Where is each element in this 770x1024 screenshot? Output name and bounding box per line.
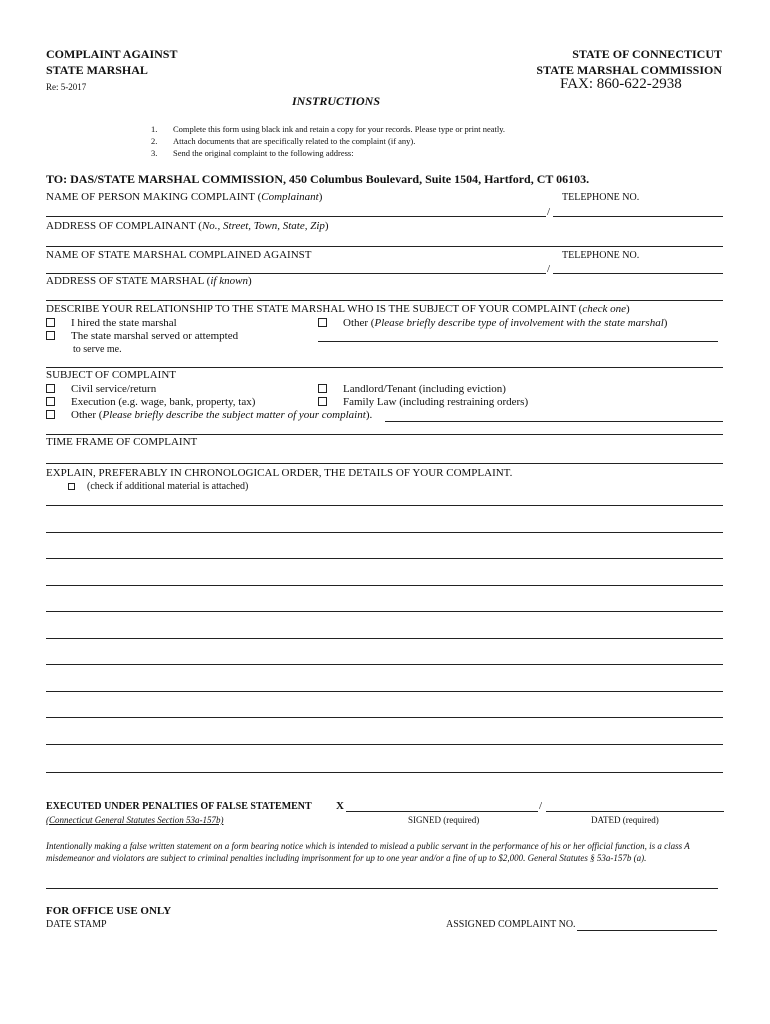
explain-line[interactable]: [46, 717, 723, 718]
checkbox[interactable]: [46, 397, 55, 406]
form-title-line1: COMPLAINT AGAINST: [46, 47, 178, 61]
signature-field[interactable]: [346, 811, 538, 812]
additional-material-option[interactable]: (check if additional material is attached): [68, 481, 248, 492]
instruction-item: 3. Send the original complaint to the following address:: [151, 148, 354, 158]
complainant-name-field[interactable]: [46, 216, 546, 217]
complainant-address-label: ADDRESS OF COMPLAINANT (No., Street, Town, State, Zip): [46, 220, 329, 232]
explain-line[interactable]: [46, 505, 723, 506]
dated-caption: DATED (required): [591, 815, 659, 825]
form-title-line2: STATE MARSHAL: [46, 63, 148, 77]
marshal-name-label: NAME OF STATE MARSHAL COMPLAINED AGAINST: [46, 249, 312, 261]
marshal-telephone-label: TELEPHONE NO.: [562, 250, 640, 261]
assigned-complaint-field[interactable]: [577, 930, 717, 931]
time-frame-field[interactable]: [46, 463, 723, 464]
agency-line1: STATE OF CONNECTICUT: [572, 47, 722, 61]
relationship-other-field[interactable]: [318, 341, 718, 342]
marshal-address-label: ADDRESS OF STATE MARSHAL (if known): [46, 275, 252, 287]
agency-line2: STATE MARSHAL COMMISSION: [536, 63, 722, 77]
relationship-label: DESCRIBE YOUR RELATIONSHIP TO THE STATE MARSHAL WHO IS THE SUBJECT OF YOUR COMPLAINT (check one): [46, 303, 630, 315]
explain-line[interactable]: [46, 611, 723, 612]
time-frame-label: TIME FRAME OF COMPLAINT: [46, 436, 198, 448]
subject-label: SUBJECT OF COMPLAINT: [46, 369, 176, 381]
explain-line[interactable]: [46, 532, 723, 533]
signed-caption: SIGNED (required): [408, 815, 480, 825]
checkbox[interactable]: [46, 331, 55, 340]
marshal-address-field[interactable]: [46, 300, 723, 301]
revision-date: Re: 5-2017: [46, 82, 87, 92]
office-use-heading: FOR OFFICE USE ONLY: [46, 905, 172, 917]
fax-number: FAX: 860-622-2938: [560, 76, 682, 92]
marshal-telephone-field[interactable]: [553, 273, 723, 274]
relationship-divider: [46, 367, 723, 368]
subject-option-other[interactable]: Other (Please briefly describe the subject matter of your complaint).: [46, 409, 372, 421]
complainant-telephone-label: TELEPHONE NO.: [562, 192, 640, 203]
form-title: [46, 46, 177, 78]
explain-line[interactable]: [46, 558, 723, 559]
subject-option-execution[interactable]: Execution (e.g. wage, bank, property, tax): [46, 396, 255, 408]
instruction-item: 2. Attach documents that are specifically related to the complaint (if any).: [151, 136, 416, 146]
date-field[interactable]: [546, 811, 724, 812]
subject-other-field[interactable]: [385, 421, 723, 422]
explain-label: EXPLAIN, PREFERABLY IN CHRONOLOGICAL ORDER, THE DETAILS OF YOUR COMPLAINT.: [46, 467, 513, 479]
agency-block: [536, 46, 722, 78]
checkbox[interactable]: [318, 318, 327, 327]
subject-option-civil-service[interactable]: Civil service/return: [46, 383, 156, 395]
subject-option-landlord-tenant[interactable]: Landlord/Tenant (including eviction): [318, 383, 506, 395]
complainant-address-field[interactable]: [46, 246, 723, 247]
relationship-option-hired[interactable]: I hired the state marshal: [46, 317, 177, 329]
assigned-complaint-label: ASSIGNED COMPLAINT NO.: [446, 919, 576, 930]
checkbox[interactable]: [318, 384, 327, 393]
subject-option-family-law[interactable]: Family Law (including restraining orders): [318, 396, 528, 408]
relationship-option-served[interactable]: The state marshal served or attempted: [46, 330, 238, 342]
field-separator: /: [547, 206, 551, 218]
subject-other-field-line2[interactable]: [46, 434, 723, 435]
checkbox[interactable]: [68, 483, 75, 490]
explain-line[interactable]: [46, 585, 723, 586]
explain-line[interactable]: [46, 638, 723, 639]
checkbox[interactable]: [318, 397, 327, 406]
explain-line[interactable]: [46, 691, 723, 692]
checkbox[interactable]: [46, 318, 55, 327]
checkbox[interactable]: [46, 410, 55, 419]
explain-line[interactable]: [46, 664, 723, 665]
field-separator: /: [547, 263, 551, 275]
instructions-heading: INSTRUCTIONS: [292, 94, 381, 108]
checkbox[interactable]: [46, 384, 55, 393]
executed-statement: EXECUTED UNDER PENALTIES OF FALSE STATEMENT: [46, 801, 312, 812]
instructions-list: [151, 123, 505, 159]
statute-reference: (Connecticut General Statutes Section 53a-157b): [46, 815, 224, 825]
mailing-address: TO: DAS/STATE MARSHAL COMMISSION, 450 Columbus Boulevard, Suite 1504, Hartford, CT 06103.: [46, 172, 590, 186]
instruction-item: 1. Complete this form using black ink and retain a copy for your records. Please type or print neatly.: [151, 124, 506, 134]
false-statement-warning: Intentionally making a false written statement on a form bearing notice which is intended to mislead a public servant in the performance of his or her official function, is a class A misdemeanor and violators are subject to criminal penalties including imprisonment for up to one year and/or a fine of up to $2,000. General Statutes § 53a-157b (a).: [46, 841, 690, 863]
complainant-name-label: NAME OF PERSON MAKING COMPLAINT (Complainant): [46, 191, 323, 203]
relationship-option-served-continued: to serve me.: [73, 344, 122, 355]
date-stamp-label: DATE STAMP: [46, 919, 107, 930]
explain-line[interactable]: [46, 744, 723, 745]
explain-line[interactable]: [46, 772, 723, 773]
complainant-telephone-field[interactable]: [553, 216, 723, 217]
signature-x-mark: X: [336, 800, 344, 812]
marshal-name-field[interactable]: [46, 273, 546, 274]
relationship-option-other[interactable]: Other (Please briefly describe type of involvement with the state marshal): [318, 317, 667, 329]
office-divider: [46, 888, 718, 889]
field-separator: /: [539, 800, 543, 812]
